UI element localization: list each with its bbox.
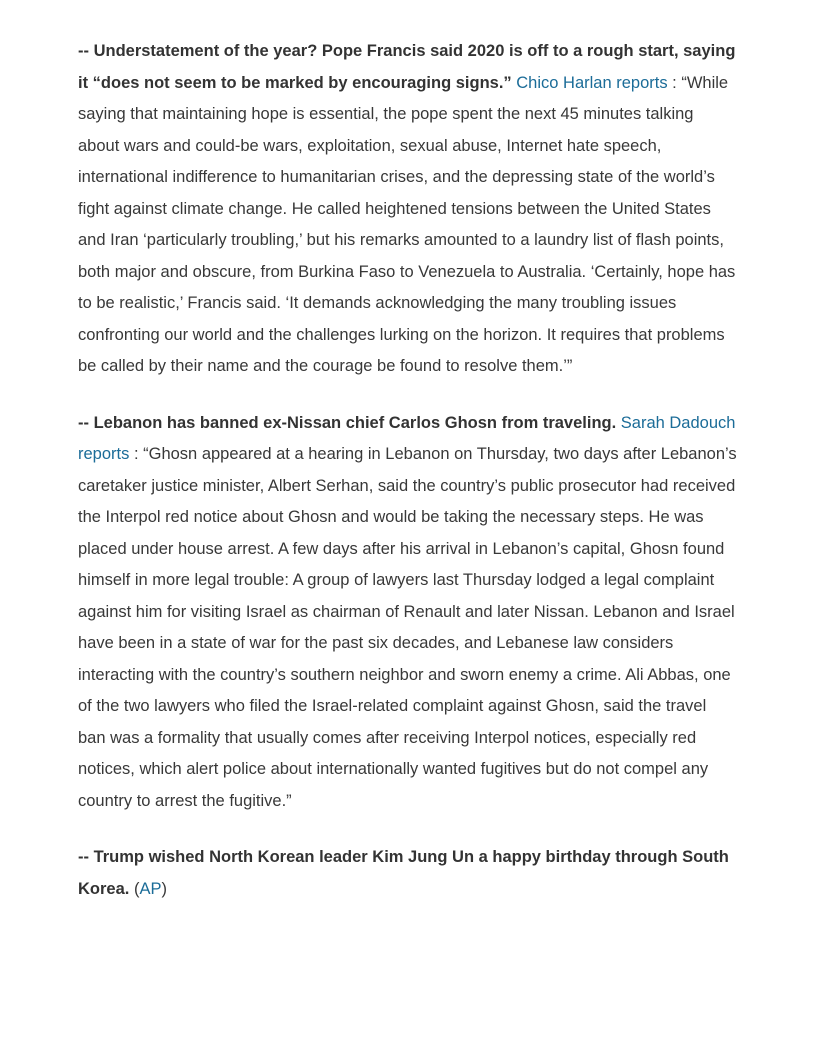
paragraph-body-text: ) — [161, 879, 167, 898]
paragraph-pope-francis — [78, 36, 738, 383]
paragraph-lead-bold: -- Trump wished North Korean leader Kim Jung Un a happy birthday through South Korea. — [78, 848, 729, 898]
paragraph-body-text: : “Ghosn appeared at a hearing in Lebanon on Thursday, two days after Lebanon’s caretaker justice minister, Albert Serhan, said the country’s public prosecutor had received the Interpol red notice about Ghosn and would be taking the necessary steps. He was placed under house arrest. A few days after his arrival in Lebanon’s capital, Ghosn found himself in more legal trouble: A group of lawyers last Thursday lodged a legal complaint against him for visiting Israel as chairman of Renault and later Nissan. Lebanon and Israel have been in a state of war for the past six decades, and Lebanese law considers interacting with the country’s southern neighbor and sworn enemy a crime. Ali Abbas, one of the two lawyers who filed the Israel-related complaint against Ghosn, said the travel ban was a formality that usually comes after receiving Interpol notices, especially red notices, which alert police about internationally wanted fugitives but do not compel any country to arrest the fugitive.” — [78, 445, 737, 810]
paragraph-lead-bold: -- Understatement of the year? Pope Francis said 2020 is off to a rough start, saying it “does not seem to be marked by encouraging signs.” — [78, 42, 736, 92]
paragraph-kim-birthday — [78, 842, 738, 905]
link-chico-harlan-reports[interactable]: Chico Harlan reports — [516, 73, 668, 92]
paragraph-lead-bold: -- Lebanon has banned ex-Nissan chief Carlos Ghosn from traveling. — [78, 413, 621, 432]
link-ap[interactable]: AP — [139, 879, 162, 898]
paragraph-body-text: ( — [129, 879, 140, 898]
paragraph-body-text: : “While saying that maintaining hope is essential, the pope spent the next 45 minutes talking about wars and could-be wars, exploitation, sexual abuse, Internet hate speech, international indifference to humanitarian crises, and the depressing state of the world’s fight against climate change. He called heightened tensions between the United States and Iran ‘particularly troubling,’ but his remarks amounted to a laundry list of flash points, both major and obscure, from Burkina Faso to Venezuela to Australia. ‘Certainly, hope has to be realistic,’ Francis said. ‘It demands acknowledging the many troubling issues confronting our world and the challenges lurking on the horizon. It requires that problems be called by their name and the courage be found to resolve them.’” — [78, 73, 736, 375]
paragraph-carlos-ghosn — [78, 408, 738, 818]
link-sarah-dadouch-reports[interactable]: Sarah Dadouch reports — [78, 413, 736, 463]
